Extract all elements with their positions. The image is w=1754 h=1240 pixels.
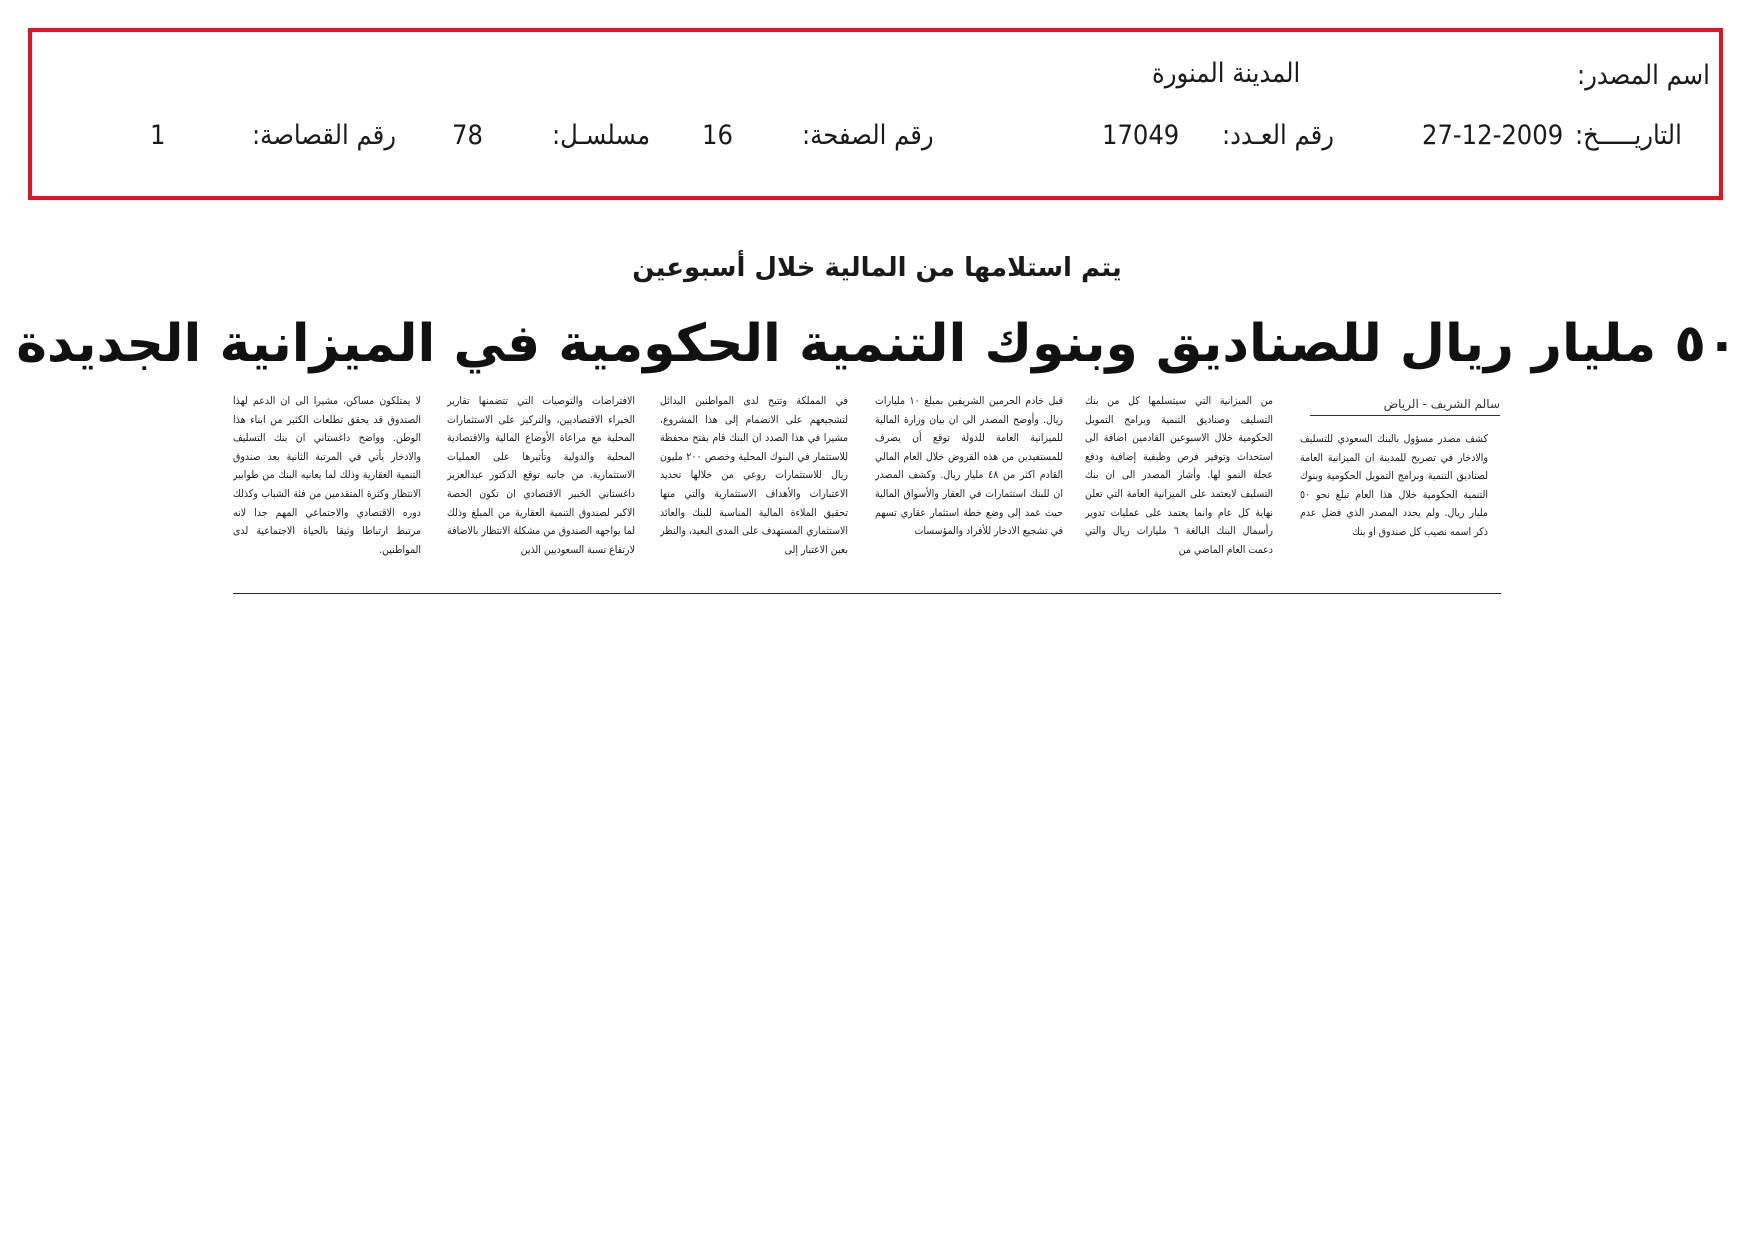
article-subheadline: يتم استلامها من المالية خلال أسبوعين [632, 253, 1122, 283]
source-label: اسم المصدر: [1577, 60, 1710, 91]
serial-label: مسلسـل: [552, 120, 651, 151]
article-column-2: من الميزانية التي سيتسلمها كل من بنك التسليف وصناديق التنمية وبرامج التمويل الحكومية خلال الاسبوعين القادمين اضافة الى استحداث وتوفير فرص وظيفية إضافية ودفع عجلة النمو لها. وأشار المصدر الى ان بنك التسليف لايعتمد على الميزانية العامة التي تعلن نهاية كل عام وانما يعتمد على عمليات تدوير رأسمال البنك البالغة ٦ مليارات ريال والتي دعمت العام الماضي من [1085, 395, 1273, 556]
article-column-5: الافتراضات والتوصيات التي تتضمنها تقارير الخبراء الاقتصاديين، والتركيز على الاستثمارات المحلية مع مراعاة الأوضاع المالية والاقتصادية المحلية والدولية وتأثيرها على العمليات الاستثمارية. من جانبه توقع الدكتور عبدالعزيز داغستاني الخبير الاقتصادي ان تكون الحصة الاكبر لصندوق التنمية العقارية من المبلغ وذلك لما يواجهه الصندوق من مشكلة الانتظار بالاضافة لارتفاع نسبة السعوديين الذين [447, 395, 635, 556]
clip-value: 1 [150, 120, 166, 151]
article-byline: سالم الشريف - الرياض [1310, 395, 1500, 416]
issue-value: 17049 [1102, 120, 1180, 151]
article-column-1: كشف مصدر مسؤول بالبنك السعودي للتسليف والادخار في تصريح للمدينة ان الميزانية العامة لصناديق التنمية وبرامج التمويل الحكومية وبنوك التنمية الحكومية خلال هذا العام تبلغ نحو ٥٠ مليار ريال. ولم يحدد المصدر الذي فضل عدم ذكر اسمه نصيب كل صندوق او بنك [1300, 433, 1488, 538]
article-bottom-rule [233, 593, 1501, 594]
page-label: رقم الصفحة: [802, 120, 934, 151]
article-column-4: في المملكة وتتيح لدى المواطنين البدائل لتشجيعهم على الانضمام إلى هذا المشروع، مشيرا في هذا الصدد ان البنك قام بفتح محفظة للاستثمار في البنوك المحلية وخصص ٢٠٠ مليون ريال للاستثمارات روعي من خلالها تحديد الاعتبارات والأهداف الاستثمارية والتي منها تحقيق الملاءة المالية المناسبة للبنك والعائد الاستثماري المستهدف على المدى البعيد، والنظر بعين الاعتبار إلى [660, 395, 848, 556]
article-column-6: لا يمتلكون مساكن، مشيرا الى ان الدعم لهذا الصندوق قد يحقق تطلعات الكثير من ابناء هذا الوطن. وواضح داغستاني ان بنك التسليف والادخار يأتي في المرتبة الثانية بعد صندوق التنمية العقارية وذلك لما يعانيه البنك من طوابير الانتظار وكثرة المتقدمين من فئة الشباب وكذلك دوره الاقتصادي والاجتماعي المهم جدا لانه مرتبط ارتباطا وثيقا بالحياة الاجتماعية لدى المواطنين. [233, 395, 421, 556]
date-label: التاريـــــخ: [1575, 120, 1682, 151]
source-value: المدينة المنورة [1152, 58, 1301, 89]
issue-label: رقم العـدد: [1222, 120, 1334, 151]
date-value: 27-12-2009 [1422, 120, 1564, 151]
serial-value: 78 [452, 120, 483, 151]
article-headline: ٥٠ مليار ريال للصناديق وبنوك التنمية الحكومية في الميزانية الجديدة [16, 314, 1738, 374]
clipping-info-box [28, 28, 1723, 200]
page-value: 16 [702, 120, 733, 151]
article-column-3: قبل خادم الحرمين الشريفين بمبلغ ١٠ مليارات ريال. وأوضح المصدر الى ان بيان وزارة المالية للميزانية العامة للدولة توقع أن يصرف للمستفيدين من هذه القروض خلال العام المالي القادم اكثر من ٤٨ مليار ريال. وكشف المصدر ان للبنك استثمارات في العقار والأسواق المالية حيث عمد إلى وضع خطة استثمار عقاري تسهم في تشجيع الادخار للأفراد والمؤسسات [875, 395, 1063, 538]
clip-label: رقم القصاصة: [252, 120, 396, 151]
